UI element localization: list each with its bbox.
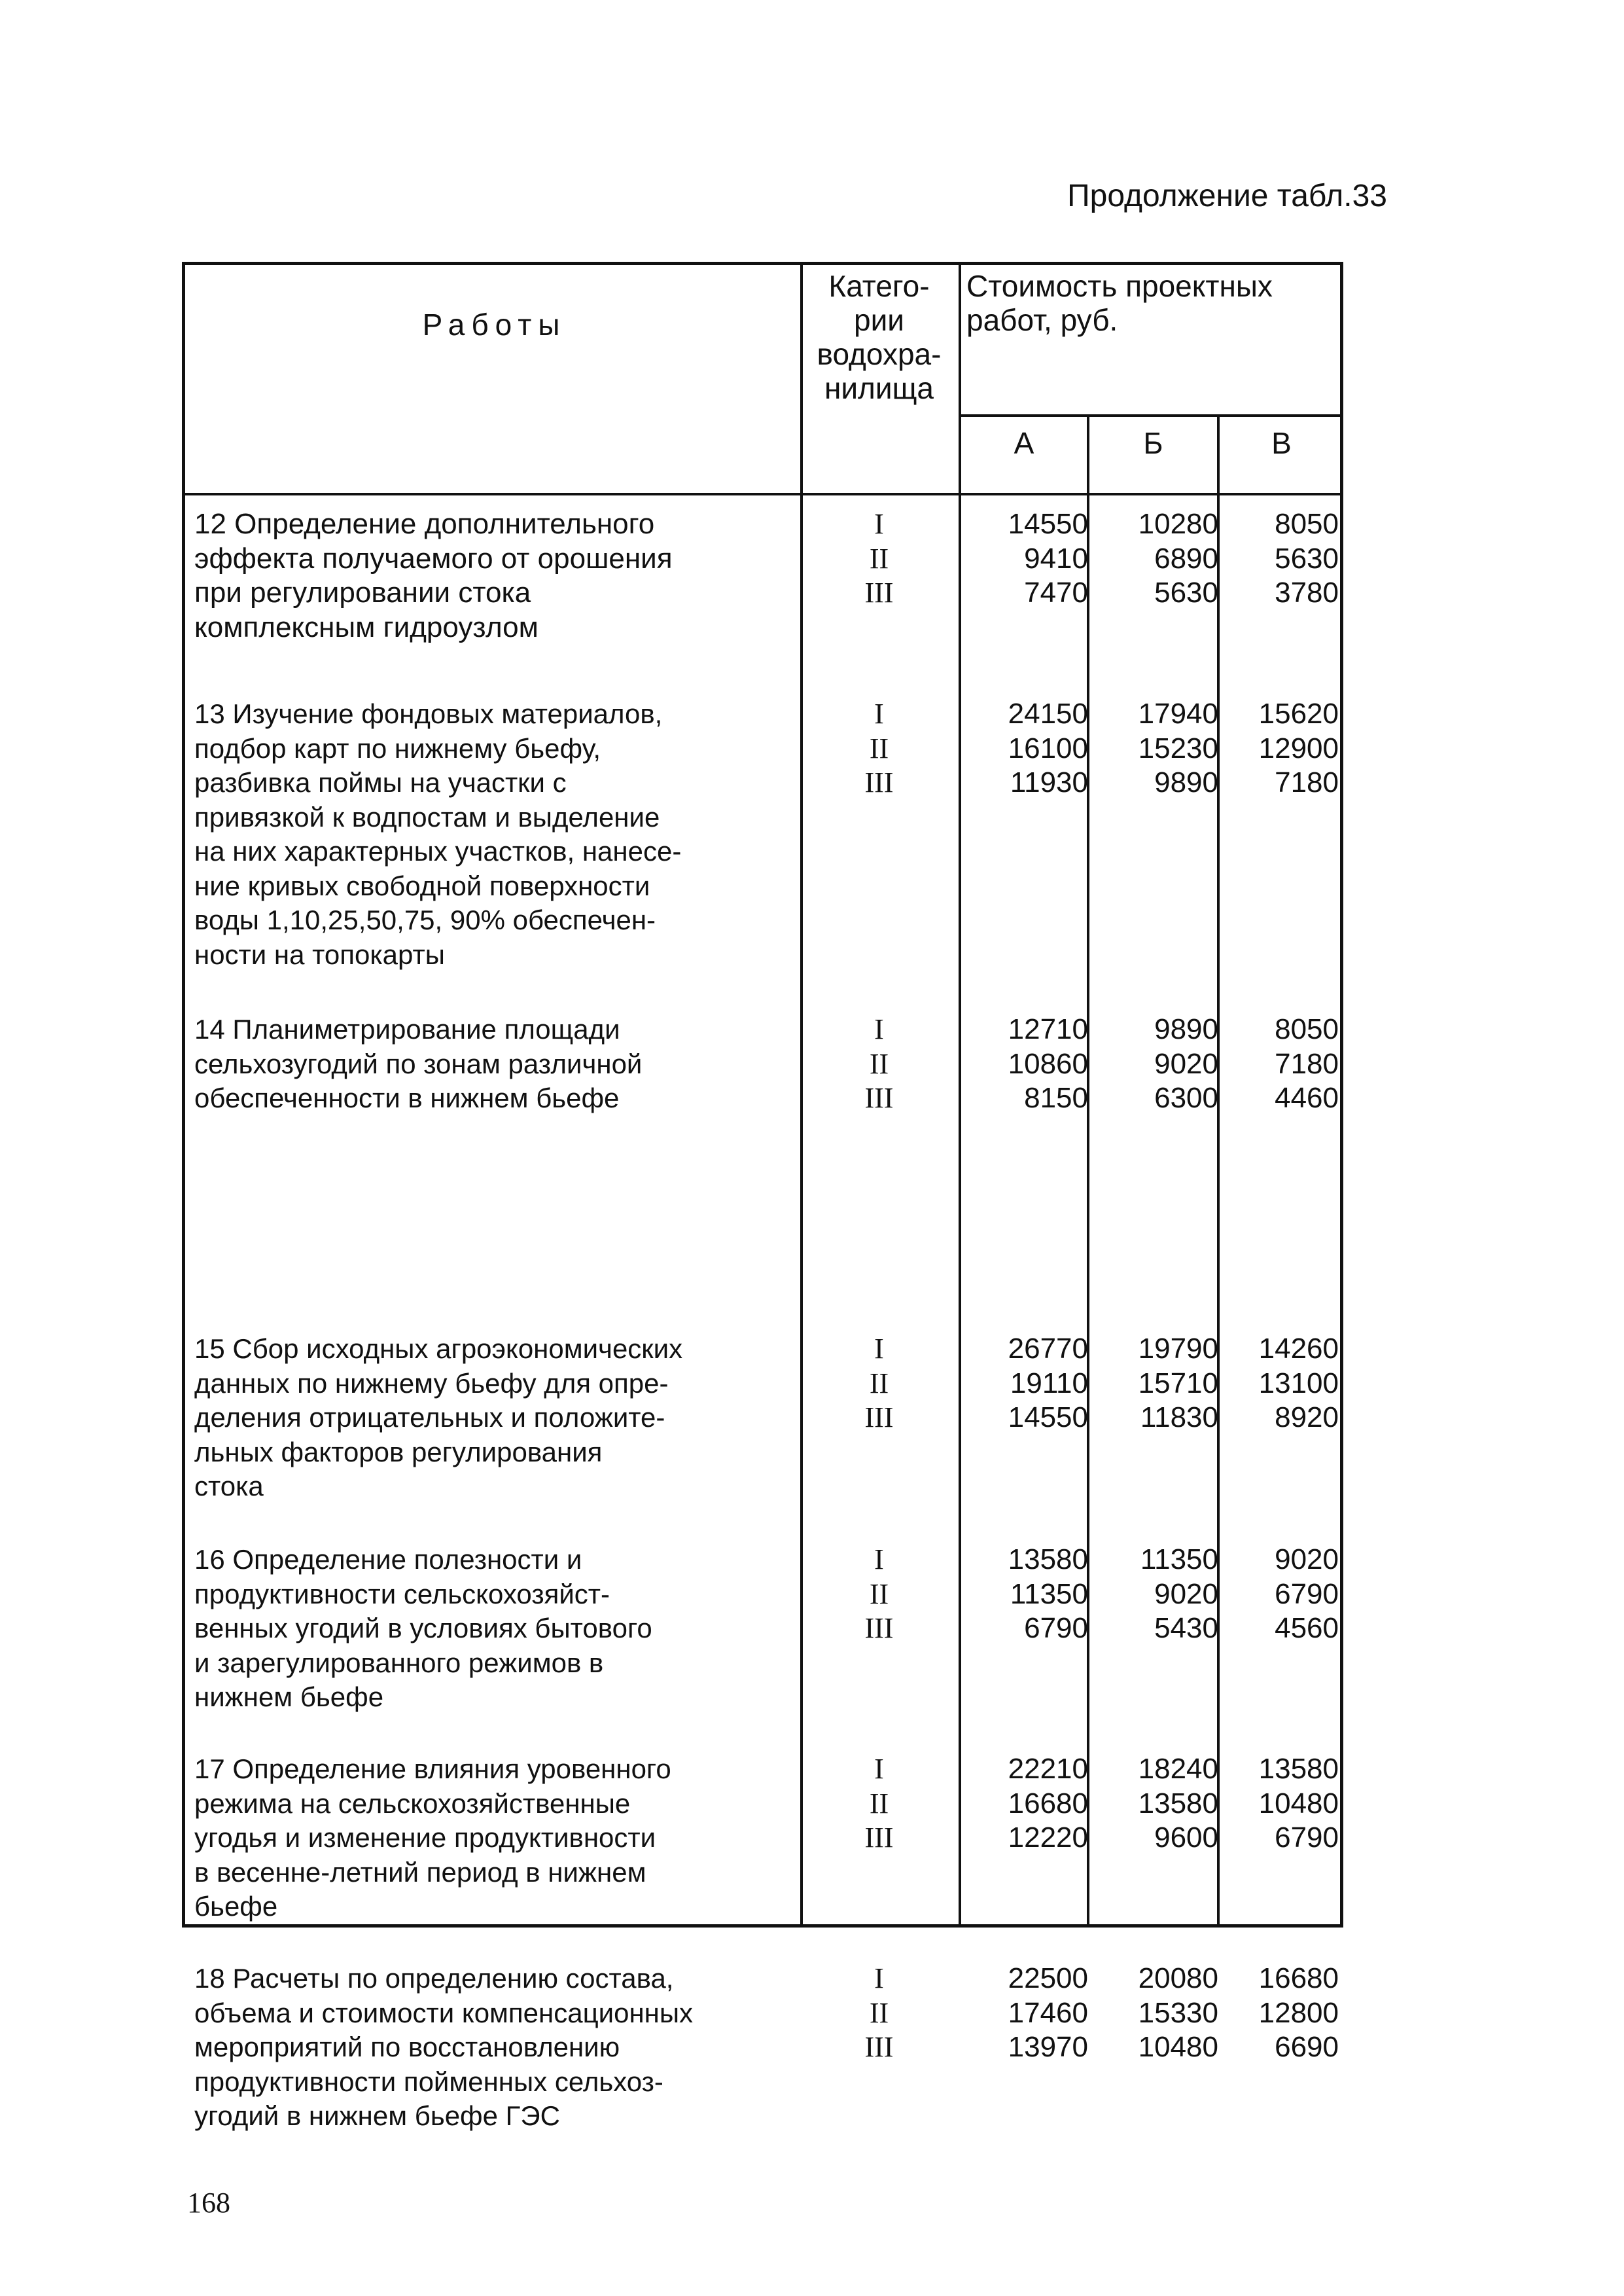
cost-a-column bbox=[957, 1962, 1088, 2065]
cost-b-cell: 15330 bbox=[1138, 1996, 1218, 2029]
cost-v-cell: 3780 bbox=[1275, 577, 1339, 609]
cost-a-cell: 22500 bbox=[1008, 1962, 1088, 1994]
cost-v-cell: 12800 bbox=[1258, 1996, 1339, 2029]
work-line: в весенне-летний период в нижнем bbox=[194, 1856, 646, 1888]
work-line: ние кривых свободной поверхности bbox=[194, 870, 650, 901]
cost-v-cell: 8920 bbox=[1275, 1401, 1339, 1433]
header-category-line: Катего- bbox=[828, 269, 930, 303]
category-cell: II bbox=[869, 732, 889, 764]
cost-b-cell: 18240 bbox=[1138, 1753, 1218, 1785]
cost-a-cell: 10860 bbox=[1008, 1047, 1088, 1080]
category-cell: III bbox=[864, 1082, 894, 1114]
work-line: 17 Определение влияния уровенного bbox=[194, 1753, 671, 1784]
cost-a-cell: 11350 bbox=[1010, 1577, 1088, 1610]
work-line: 12 Определение дополнительного bbox=[194, 508, 655, 540]
work-line: разбивка поймы на участки с bbox=[194, 767, 567, 798]
cost-b-cell: 10280 bbox=[1138, 508, 1218, 540]
work-line: подбор карт по нижнему бьефу, bbox=[194, 732, 601, 764]
work-line: деления отрицательных и положите- bbox=[194, 1402, 665, 1433]
category-column bbox=[804, 1013, 954, 1116]
cost-a-cell: 16100 bbox=[1008, 732, 1088, 764]
cost-a-column bbox=[957, 1332, 1088, 1435]
cost-b-cell: 9600 bbox=[1154, 1821, 1218, 1854]
category-cell: III bbox=[864, 2031, 894, 2063]
header-category-line: рии bbox=[854, 303, 904, 337]
header-category bbox=[804, 269, 954, 405]
cost-v-cell: 16680 bbox=[1258, 1962, 1339, 1994]
work-description bbox=[194, 1332, 803, 1504]
work-line: венных угодий в условиях бытового bbox=[194, 1613, 652, 1643]
cost-v-cell: 10480 bbox=[1258, 1787, 1339, 1820]
header-cost-line: работ, руб. bbox=[966, 303, 1118, 337]
cost-a-cell: 24150 bbox=[1008, 698, 1088, 730]
cost-b-cell: 11350 bbox=[1140, 1543, 1218, 1575]
cost-v-column bbox=[1221, 697, 1339, 800]
work-line: 14 Планиметрирование площади bbox=[194, 1014, 620, 1045]
category-cell: I bbox=[874, 508, 884, 540]
category-cell: II bbox=[869, 1367, 889, 1399]
category-cell: I bbox=[874, 1013, 884, 1045]
work-line: и зарегулированного режимов в bbox=[194, 1647, 604, 1678]
cost-v-cell: 8050 bbox=[1275, 508, 1339, 540]
cost-b-cell: 11830 bbox=[1140, 1401, 1218, 1433]
work-line: 13 Изучение фондовых материалов, bbox=[194, 698, 663, 729]
work-line: стока bbox=[194, 1471, 264, 1501]
cost-v-column bbox=[1221, 1543, 1339, 1646]
header-works: Работы bbox=[422, 308, 567, 342]
cost-b-cell: 9890 bbox=[1154, 766, 1218, 798]
cost-a-cell: 9410 bbox=[1024, 542, 1088, 575]
category-column bbox=[804, 697, 954, 800]
divider-b-v bbox=[1217, 417, 1220, 1928]
work-description bbox=[194, 1013, 803, 1116]
work-description bbox=[194, 1962, 803, 2134]
cost-v-cell: 15620 bbox=[1258, 698, 1339, 730]
cost-b-cell: 9890 bbox=[1154, 1013, 1218, 1045]
work-line: мероприятий по восстановлению bbox=[194, 2032, 620, 2062]
cost-a-column bbox=[957, 1013, 1088, 1116]
table-caption: Продолжение табл.33 bbox=[1067, 179, 1387, 213]
work-line: на них характерных участков, нанесе- bbox=[194, 836, 682, 867]
work-line: комплексным гидроузлом bbox=[194, 611, 538, 643]
cost-a-cell: 13580 bbox=[1008, 1543, 1088, 1575]
cost-a-cell: 16680 bbox=[1008, 1787, 1088, 1820]
category-column bbox=[804, 1332, 954, 1435]
header-cost-line: Стоимость проектных bbox=[966, 269, 1273, 303]
cost-a-column bbox=[957, 1752, 1088, 1856]
work-description bbox=[194, 1543, 803, 1715]
cost-v-cell: 7180 bbox=[1275, 766, 1339, 798]
cost-v-cell: 6790 bbox=[1275, 1577, 1339, 1610]
cost-b-cell: 13580 bbox=[1138, 1787, 1218, 1820]
work-line: привязкой к водпостам и выделение bbox=[194, 801, 660, 833]
category-cell: III bbox=[864, 1821, 894, 1854]
cost-b-cell: 20080 bbox=[1138, 1962, 1218, 1994]
divider-cost-subheader bbox=[960, 414, 1343, 417]
cost-b-cell: 15230 bbox=[1138, 732, 1218, 764]
cost-v-column bbox=[1221, 1013, 1339, 1116]
category-cell: III bbox=[864, 1401, 894, 1433]
work-line: 15 Сбор исходных агроэкономических bbox=[194, 1333, 683, 1364]
work-line: угодья и изменение продуктивности bbox=[194, 1822, 656, 1853]
cost-a-cell: 8150 bbox=[1024, 1082, 1088, 1114]
category-column bbox=[804, 1962, 954, 2065]
cost-v-cell: 6690 bbox=[1275, 2031, 1339, 2063]
cost-a-column bbox=[957, 507, 1088, 611]
category-column bbox=[804, 1752, 954, 1856]
work-line: продуктивности сельскохозяйст- bbox=[194, 1578, 610, 1609]
cost-a-cell: 26770 bbox=[1008, 1333, 1088, 1365]
cost-b-column bbox=[1091, 1543, 1218, 1646]
cost-a-cell: 19110 bbox=[1010, 1367, 1088, 1399]
work-line: эффекта получаемого от орошения bbox=[194, 542, 673, 575]
category-cell: II bbox=[869, 542, 889, 575]
cost-a-cell: 13970 bbox=[1008, 2031, 1088, 2063]
work-line: режима на сельскохозяйственные bbox=[194, 1787, 631, 1819]
header-cost bbox=[966, 269, 1337, 337]
cost-b-cell: 9020 bbox=[1154, 1577, 1218, 1610]
cost-b-column bbox=[1091, 697, 1218, 800]
cost-a-cell: 14550 bbox=[1008, 1401, 1088, 1433]
category-cell: I bbox=[874, 1962, 884, 1994]
category-cell: II bbox=[869, 1047, 889, 1080]
cost-b-column bbox=[1091, 1332, 1218, 1435]
cost-v-column bbox=[1221, 1332, 1339, 1435]
cost-v-cell: 5630 bbox=[1275, 542, 1339, 575]
cost-v-cell: 4460 bbox=[1275, 1082, 1339, 1114]
work-line: при регулировании стока bbox=[194, 577, 531, 609]
cost-b-column bbox=[1091, 1962, 1218, 2065]
work-description bbox=[194, 507, 803, 645]
cost-a-cell: 12710 bbox=[1008, 1013, 1088, 1045]
cost-table bbox=[182, 262, 1343, 2131]
work-line: 16 Определение полезности и bbox=[194, 1544, 582, 1575]
cost-v-column bbox=[1221, 1752, 1339, 1856]
cost-a-cell: 6790 bbox=[1024, 1612, 1088, 1644]
cost-v-cell: 14260 bbox=[1258, 1333, 1339, 1365]
category-cell: III bbox=[864, 577, 894, 609]
header-col-a: А bbox=[1014, 426, 1034, 460]
cost-b-cell: 15710 bbox=[1138, 1367, 1218, 1399]
cost-b-cell: 10480 bbox=[1138, 2031, 1218, 2063]
cost-b-column bbox=[1091, 1013, 1218, 1116]
category-cell: II bbox=[869, 1996, 889, 2029]
cost-b-cell: 19790 bbox=[1138, 1333, 1218, 1365]
work-line: бьефе bbox=[194, 1891, 278, 1922]
work-line: льных факторов регулирования bbox=[194, 1436, 603, 1467]
category-cell: I bbox=[874, 1753, 884, 1785]
work-line: продуктивности пойменных сельхоз- bbox=[194, 2066, 663, 2097]
cost-b-cell: 6300 bbox=[1154, 1082, 1218, 1114]
category-column bbox=[804, 1543, 954, 1646]
cost-a-cell: 14550 bbox=[1008, 508, 1088, 540]
cost-b-cell: 5430 bbox=[1154, 1612, 1218, 1644]
cost-a-cell: 12220 bbox=[1008, 1821, 1088, 1854]
work-description bbox=[194, 1752, 803, 1924]
cost-a-cell: 11930 bbox=[1010, 766, 1088, 798]
divider-a-b bbox=[1087, 417, 1089, 1928]
header-category-line: водохра- bbox=[817, 337, 942, 371]
cost-v-cell: 4560 bbox=[1275, 1612, 1339, 1644]
work-description bbox=[194, 697, 803, 972]
work-line: 18 Расчеты по определению состава, bbox=[194, 1963, 674, 1994]
work-line: воды 1,10,25,50,75, 90% обеспечен- bbox=[194, 905, 656, 935]
cost-a-cell: 7470 bbox=[1024, 577, 1088, 609]
category-cell: I bbox=[874, 698, 884, 730]
cost-v-cell: 9020 bbox=[1275, 1543, 1339, 1575]
cost-v-cell: 8050 bbox=[1275, 1013, 1339, 1045]
work-line: нижнем бьефе bbox=[194, 1681, 384, 1712]
work-line: обеспеченности в нижнем бьефе bbox=[194, 1083, 620, 1113]
cost-b-cell: 9020 bbox=[1154, 1047, 1218, 1080]
category-cell: II bbox=[869, 1787, 889, 1820]
cost-b-cell: 5630 bbox=[1154, 577, 1218, 609]
cost-v-column bbox=[1221, 1962, 1339, 2065]
cost-b-cell: 6890 bbox=[1154, 542, 1218, 575]
category-cell: III bbox=[864, 766, 894, 798]
category-cell: II bbox=[869, 1577, 889, 1610]
cost-a-cell: 17460 bbox=[1008, 1996, 1088, 2029]
cost-a-column bbox=[957, 697, 1088, 800]
cost-v-cell: 6790 bbox=[1275, 1821, 1339, 1854]
cost-b-column bbox=[1091, 507, 1218, 611]
work-line: ности на топокарты bbox=[194, 939, 445, 970]
divider-header-body bbox=[185, 493, 1343, 495]
cost-a-column bbox=[957, 1543, 1088, 1646]
work-line: сельхозугодий по зонам различной bbox=[194, 1048, 643, 1079]
page-number: 168 bbox=[187, 2187, 230, 2219]
cost-v-cell: 12900 bbox=[1258, 732, 1339, 764]
work-line: объема и стоимости компенсационных bbox=[194, 1997, 694, 2028]
category-cell: I bbox=[874, 1543, 884, 1575]
cost-v-cell: 7180 bbox=[1275, 1047, 1339, 1080]
work-line: данных по нижнему бьефу для опре- bbox=[194, 1367, 669, 1399]
cost-v-column bbox=[1221, 507, 1339, 611]
cost-v-cell: 13100 bbox=[1258, 1367, 1339, 1399]
cost-b-cell: 17940 bbox=[1138, 698, 1218, 730]
category-column bbox=[804, 507, 954, 611]
category-cell: I bbox=[874, 1333, 884, 1365]
header-category-line: нилища bbox=[824, 371, 934, 405]
header-col-b: Б bbox=[1143, 426, 1163, 460]
work-line: угодий в нижнем бьефе ГЭС bbox=[194, 2100, 560, 2131]
cost-v-cell: 13580 bbox=[1258, 1753, 1339, 1785]
header-col-v: В bbox=[1271, 426, 1292, 460]
cost-b-column bbox=[1091, 1752, 1218, 1856]
cost-a-cell: 22210 bbox=[1008, 1753, 1088, 1785]
category-cell: III bbox=[864, 1612, 894, 1644]
